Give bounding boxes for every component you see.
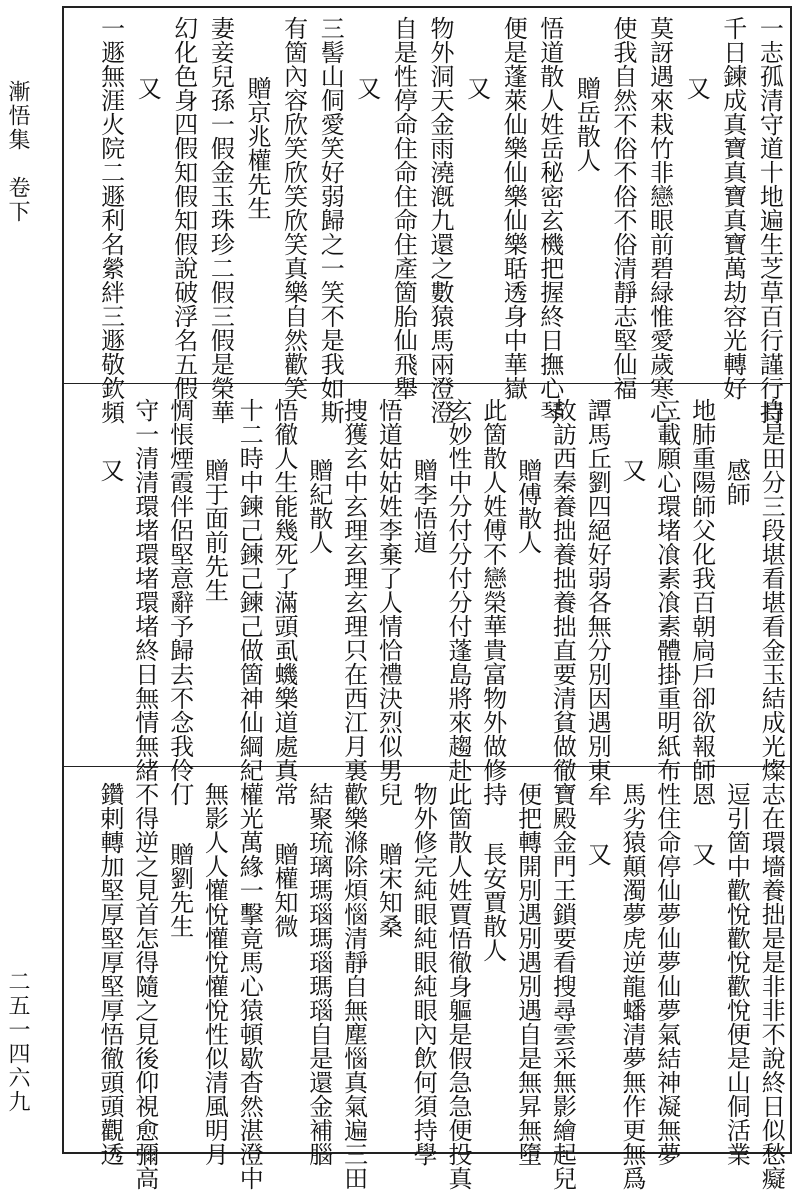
text-column: 此箇散人姓傅不戀榮華貴富物外做修持 (478, 398, 507, 806)
text-column: 無影人人懽悅懽悅懽悅性似清風明月 (200, 782, 229, 1166)
margin-book-title: 漸悟集 卷下 (5, 80, 30, 224)
text-column: 權光萬緣一擊竟馬心猿頓歇杳然湛澄中 (235, 782, 264, 1190)
text-column: 捜獲玄中玄理玄理玄理只在西江月裏 (339, 398, 368, 782)
text-column: 幻化色身四假知假知假說破浮名五假 (169, 16, 198, 400)
text-column: 便是蓬萊仙樂仙樂仙樂聒透身中華嶽 (499, 16, 528, 400)
text-column: 又 (133, 76, 162, 100)
text-column: 感師 (722, 458, 751, 506)
text-column: 守一清清環堵環堵環堵終日無情無緒 (130, 398, 159, 782)
text-column: 有箇內容欣笑欣笑欣笑真樂自然歡笑 (279, 16, 308, 400)
text-column: 贈劉先生 (165, 842, 194, 938)
text-column: 悟徹人生能幾死了滿頭虱蟣樂道處真常 (270, 398, 298, 806)
text-column: 三載願心環堵飡素飡素體掛重明紙布 (652, 398, 681, 782)
text-column: 贈紀散人 (304, 458, 333, 554)
text-column: 自是性停命住命住命住產箇胎仙飛舉 (389, 16, 418, 400)
text-column: 譚馬丘劉四絕好弱各無分別因遇別東牟 (583, 398, 612, 806)
text-column: 一遯無涯火院二遯利名縈絆三遯敬欽頻 (96, 16, 125, 424)
text-column: 鑽剌轉加堅厚堅厚堅厚悟徹頭頭觀透 (96, 782, 124, 1166)
text-column: 贈傅散人 (513, 458, 542, 554)
text-column: 物外修完純眼純眼純眼內飲何須持學 (409, 782, 438, 1166)
text-column: 又 (687, 842, 716, 866)
text-column: 馬劣猿顛濁夢虎逆龍蟠清夢無作更無爲 (618, 782, 646, 1190)
text-column: 又 (96, 458, 124, 482)
text-column: 歡樂滌除煩惱清靜自無塵惱真氣遍三田 (339, 782, 368, 1190)
text-column: 結聚琉璃瑪瑙瑪瑙瑪瑙自是還金補腦 (304, 782, 333, 1166)
text-column: 惆悵煙霞伴侶堅意辭予歸去不念我伶仃 (165, 398, 194, 806)
text-column: 贈京兆權先生 (243, 76, 271, 220)
text-column: 十二時中鍊己鍊己鍊己做箇神仙綱紀 (235, 398, 264, 782)
text-column: 故訪西秦養拙養拙養拙直要清貧做徹 (548, 398, 577, 782)
text-column: 使我自然不俗不俗不俗清靜志堅仙福 (609, 16, 637, 400)
text-column: 又 (618, 458, 646, 482)
text-column: 千日鍊成真寶真寶真寶萬劫容光轉好 (718, 16, 747, 400)
text-column: 便把轉開別遇別遇別遇自是無昇無墮 (513, 782, 542, 1166)
text-column: 逗引箇中歡悅歡悅歡悅便是山侗活業 (722, 782, 751, 1166)
text-column: 贈宋知桑 (374, 842, 403, 938)
text-column: 贈權知微 (270, 842, 298, 938)
text-column: 不得逆之見首怎得隨之見後仰視愈彌高 (130, 782, 159, 1190)
margin-page-number: 二五一四六九 (5, 970, 30, 1114)
text-column: 志在環墻養拙是是非非不說終日似愁癡 (757, 782, 786, 1190)
text-column: 自是田分三段堪看堪看金玉結成光燦 (757, 398, 786, 782)
text-column: 贈岳散人 (572, 76, 601, 172)
text-column: 物外洞天金雨澆漑九還之數猿馬兩澄澄 (426, 16, 454, 424)
text-column: 長安賈散人 (478, 842, 507, 962)
text-column: 又 (583, 842, 612, 866)
text-column: 又 (462, 76, 491, 100)
text-column: 玄妙性中分付分付分付蓬島將來趨赴 (444, 398, 472, 782)
text-column: 又 (352, 76, 381, 100)
text-column: 悟道姑姑姓李棄了人情恰禮決烈似男兒 (374, 398, 403, 806)
text-column: 悟道散人姓岳秘密玄機把握終日撫心琴 (535, 16, 564, 424)
text-column: 地肺重陽師父化我百朝扃戶卻欲報師恩 (687, 398, 716, 806)
text-column: 妻妾兒孫一假金玉珠珍二假三假是榮華 (206, 16, 235, 424)
text-column: 贈李悟道 (409, 458, 438, 554)
text-column: 莫訝遇來栽竹非戀眼前碧緑惟愛歲寒心 (645, 16, 674, 424)
text-column: 寶殿金門王鎖要看搜尋雲采無影繪起兒 (548, 782, 577, 1190)
text-column: 此箇散人姓賈悟徹身軀是假急急便投真 (444, 782, 472, 1190)
text-column: 三髻山侗愛笑好弱歸之一笑不是我如斯 (316, 16, 345, 424)
text-column: 贈于面前先生 (200, 458, 229, 602)
text-column: 又 (682, 76, 711, 100)
text-column: 性住命停仙夢仙夢仙夢氣結神凝無夢 (652, 782, 681, 1166)
text-column: 一志孤清守道十地遍生芝草百行謹行持 (755, 16, 784, 424)
